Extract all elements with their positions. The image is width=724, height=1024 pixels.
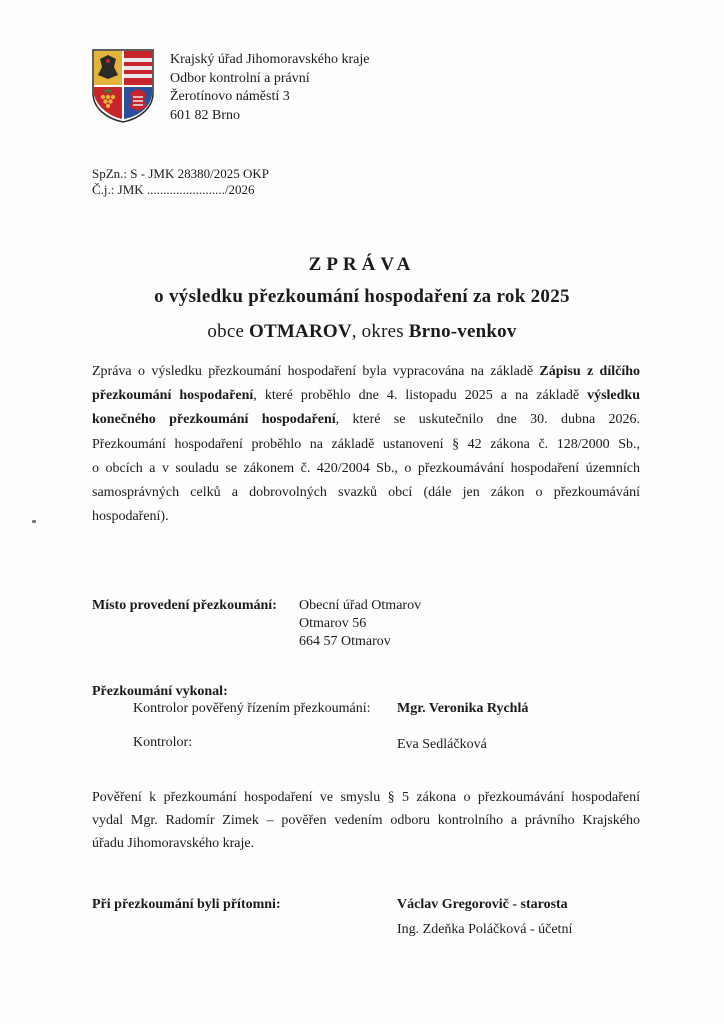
municipality-name: OTMAROV <box>249 321 352 342</box>
scan-speck <box>32 520 36 523</box>
place-label: Místo provedení přezkoumání: <box>92 598 277 613</box>
place-address <box>299 597 421 651</box>
intro-line-2 <box>92 384 640 408</box>
performed-label: Přezkoumání vykonal: <box>92 684 228 699</box>
spzn-reference: SpZn.: S - JMK 28380/2025 OKP <box>92 166 269 181</box>
intro-text-2a: přezkoumání hospodaření <box>92 388 254 404</box>
office-address <box>170 51 369 125</box>
lead-controller-label: Kontrolor pověřený řízením přezkoumání: <box>133 701 371 716</box>
municipality-prefix: obce <box>207 321 250 342</box>
present-person-1: Václav Gregorovič - starosta <box>397 897 568 912</box>
district-name: Brno-venkov <box>408 321 517 342</box>
office-department: Odbor kontrolní a právní <box>170 70 310 86</box>
intro-text-3a: konečného přezkoumání hospodaření <box>92 412 336 428</box>
municipality-line <box>0 321 724 343</box>
intro-paragraph <box>92 360 640 529</box>
intro-line-7: hospodaření). <box>92 509 169 525</box>
intro-text-1a: Zpráva o výsledku přezkoumání hospodaření byla vypracována na základě <box>92 364 540 379</box>
place-line-3: 664 57 Otmarov <box>299 634 391 649</box>
office-city: 601 82 Brno <box>170 107 240 123</box>
district-prefix: , okres <box>351 321 409 342</box>
lead-controller-name: Mgr. Veronika Rychlá <box>397 701 529 716</box>
reference-numbers <box>92 166 269 198</box>
intro-line-6: samosprávných celků a dobrovolných svazků obcí (dále jen zákon o přezkoumávání <box>92 485 640 501</box>
document-title: ZPRÁVA <box>308 254 416 275</box>
authorization-line-1: Pověření k přezkoumání hospodaření ve smyslu § 5 zákona o přezkoumávání hospodaření <box>92 790 640 805</box>
coat-of-arms-icon <box>92 49 154 123</box>
controller-label: Kontrolor: <box>133 735 193 750</box>
authorization-line-2: vydal Mgr. Radomír Zimek – pověřen vedením odboru kontrolního a právního Krajského <box>92 813 640 828</box>
intro-line-4: Přezkoumání hospodaření proběhlo na základě ustanovení § 42 zákona č. 128/2000 Sb., <box>92 436 640 452</box>
place-line-1: Obecní úřad Otmarov <box>299 598 422 613</box>
cj-reference: Č.j.: JMK ......................../2026 <box>92 182 255 197</box>
intro-text-1b: Zápisu z dílčího <box>539 364 640 379</box>
intro-line-3 <box>92 408 640 432</box>
present-label: Při přezkoumání byli přítomni: <box>92 897 281 912</box>
office-street: Žerotínovo náměstí 3 <box>170 89 290 104</box>
intro-text-2b: , které proběhlo dne 4. listopadu 2025 a na základě <box>253 388 588 404</box>
office-name: Krajský úřad Jihomoravského kraje <box>170 52 370 67</box>
intro-text-3b: , které se uskutečnilo dne 30. dubna 2026. <box>335 412 640 428</box>
controller-name: Eva Sedláčková <box>397 737 487 752</box>
authorization-paragraph <box>92 786 640 855</box>
document-subtitle: o výsledku přezkoumání hospodaření za rok 2025 <box>154 286 570 307</box>
intro-line-5: o obcích a v souladu se zákonem č. 420/2004 Sb., o přezkoumávání hospodaření územních <box>92 460 640 476</box>
place-line-2: Otmarov 56 <box>299 616 367 631</box>
present-person-2: Ing. Zdeňka Poláčková - účetní <box>397 922 573 937</box>
authorization-line-3: úřadu Jihomoravského kraje. <box>92 836 255 851</box>
intro-text-2c: výsledku <box>587 388 640 404</box>
intro-line-1 <box>92 360 640 384</box>
